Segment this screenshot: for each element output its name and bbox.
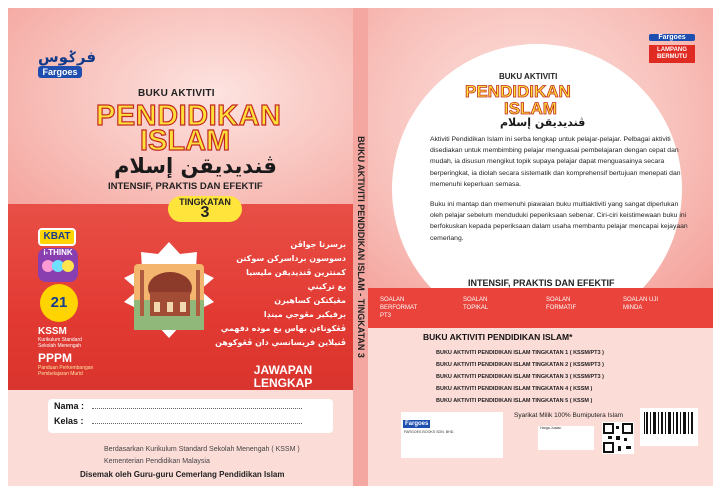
kssm-label: KSSM — [38, 326, 67, 337]
question-type: SOALAN FORMATIF — [546, 297, 577, 311]
answers-label — [238, 364, 328, 390]
back-title-line-1: PENDIDIKAN — [465, 82, 571, 101]
back-tagline: INTENSIF, PRAKTIS DAN EFEKTIF — [468, 278, 615, 288]
back-logo-sub: LAMPANG BERMUTU — [649, 45, 695, 63]
pppm-sublabel: Panduan Perkembangan Pembelajaran Murid — [38, 365, 94, 377]
feature-point: كمنترين ڤنديديقن مليسيا — [246, 268, 346, 277]
class-label: Kelas : — [54, 416, 84, 426]
barcode — [640, 408, 698, 446]
level-number: 3 — [200, 204, 210, 221]
pppm-label: PPPM — [38, 351, 73, 365]
class-field[interactable] — [48, 414, 333, 429]
description-paragraph: Buku ini mantap dan memenuhi piawaian buku multiaktiviti yang sangat diperlukan oleh pelajar sebelum menduduki peperiksaan sebenar. Ciri-ciri keistimewaan buku ini berfokuskan kepada peperiksaan dalam usaha membantu pelajar mencapai kejayaan cemerlang. — [430, 201, 688, 242]
level-badge — [168, 196, 242, 222]
feature-point: يغ تركيني — [307, 282, 346, 291]
series-label: BUKU AKTIVITI — [138, 88, 215, 99]
level-label: TINGKATAN — [179, 197, 231, 207]
kbat-badge: KBAT — [38, 228, 76, 246]
list-item: BUKU AKTIVITI PENDIDIKAN ISLAM TINGKATAN 4 ( KSSM ) — [436, 386, 593, 392]
ithink-label: i-THINK — [43, 248, 73, 257]
list-item: BUKU AKTIVITI PENDIDIKAN ISLAM TINGKATAN 3 ( KSSM/PT3 ) — [436, 374, 604, 380]
publisher-address-box — [401, 412, 503, 458]
ithink-icon — [40, 257, 76, 275]
price-label: Harga Jualan — [540, 426, 562, 430]
mosque-illustration — [120, 240, 218, 340]
name-field[interactable] — [48, 399, 333, 414]
qr-code-icon — [602, 422, 634, 454]
publisher-tag: Fargoes — [405, 421, 429, 427]
answers-line-1: JAWAPAN — [253, 363, 313, 377]
publisher-name: Fargoes — [38, 66, 82, 78]
title-line-1: PENDIDIKAN — [96, 100, 282, 132]
feature-point: ڤڠكوناءن بهاس يغ موده دفهمي — [220, 324, 346, 333]
back-cover — [368, 8, 713, 486]
back-publisher-logo — [649, 34, 695, 86]
back-logo-name: Fargoes — [649, 34, 695, 41]
name-label: Nama : — [54, 401, 85, 411]
publisher-jawi: فرݢوس — [38, 48, 97, 66]
list-item: BUKU AKTIVITI PENDIDIKAN ISLAM TINGKATAN 1 ( KSSM/PT3 ) — [436, 350, 604, 356]
feature-point: دسوسون برداسركن سوكتن — [236, 254, 346, 263]
list-item: BUKU AKTIVITI PENDIDIKAN ISLAM TINGKATAN 5 ( KSSM ) — [436, 398, 593, 404]
back-description — [430, 134, 690, 253]
answers-line-2: LENGKAP — [253, 376, 313, 390]
review-note: Disemak oleh Guru-guru Cemerlang Pendidikan Islam — [80, 470, 285, 479]
feature-point: مڠيكتكن كساهيرن — [274, 296, 346, 305]
question-types — [368, 292, 713, 326]
back-title-line-2: ISLAM — [504, 99, 557, 118]
tagline: INTENSIF, PRAKTIS DAN EFEKTIF — [108, 181, 263, 192]
spine-title: BUKU AKTIVITI PENDIDIKAN ISLAM - TINGKATAN 3 — [356, 136, 366, 358]
back-series-label: BUKU AKTIVITI — [499, 72, 558, 81]
curriculum-note: Berdasarkan Kurikulum Standard Sekolah Menengah ( KSSM ) — [104, 446, 300, 453]
book-list — [436, 347, 604, 407]
question-type: SOALAN BERFORMAT PT3 — [380, 297, 418, 319]
back-title-jawi: ڤنديديقن إسلام — [500, 116, 586, 129]
list-item: BUKU AKTIVITI PENDIDIKAN ISLAM TINGKATAN 2 ( KSSM/PT3 ) — [436, 362, 604, 368]
price-box — [538, 426, 594, 450]
book-spine — [353, 8, 368, 486]
barcode-icon — [640, 408, 698, 438]
publisher-logo — [38, 48, 97, 78]
question-type: SOALAN TOPIKAL — [463, 297, 489, 311]
ownership-note: Syarikat Milik 100% Bumiputera Islam — [514, 412, 624, 419]
name-class-box — [48, 399, 333, 433]
title-jawi: ڤنديديقن إسلام — [114, 154, 277, 178]
ministry-note: Kementerian Pendidikan Malaysia — [104, 458, 210, 465]
feature-point: ڤنيلاين فريسانسي دان ڤڠوكوهن — [215, 338, 346, 347]
feature-point: برسرتا جواڤن — [290, 240, 346, 249]
title-line-2: ISLAM — [140, 125, 231, 157]
front-cover — [8, 8, 353, 486]
kssm-badge — [38, 326, 88, 348]
feature-points — [215, 240, 346, 352]
pak21-badge: 21 — [40, 284, 78, 322]
question-type: SOALAN UJI MINDA — [623, 297, 659, 311]
pppm-badge — [38, 351, 98, 381]
book-list-title: BUKU AKTIVITI PENDIDIKAN ISLAM* — [423, 332, 573, 342]
feature-point: برفيكير مڠوجي مينڊا — [263, 310, 346, 319]
ithink-badge — [38, 248, 78, 282]
description-paragraph: Aktiviti Pendidikan Islam ini serba lengkap untuk pelajar-pelajar. Pelbagai aktiviti disediakan untuk membimbing pelajar menguasai pembelajaran dengan cepat dan mudah, ia disusun mengikut topik supaya pelajar dapat menguasainya secara berperingkat, ia diolah secara sistematik dan komprehensif bertujuan menepati dan memenuhi keperluan semasa. — [430, 136, 681, 188]
publisher-company: FARGOES BOOKS SDN. BHD. — [404, 430, 455, 434]
kssm-sublabel: Kurikulum Standard Sekolah Menengah — [38, 337, 82, 349]
